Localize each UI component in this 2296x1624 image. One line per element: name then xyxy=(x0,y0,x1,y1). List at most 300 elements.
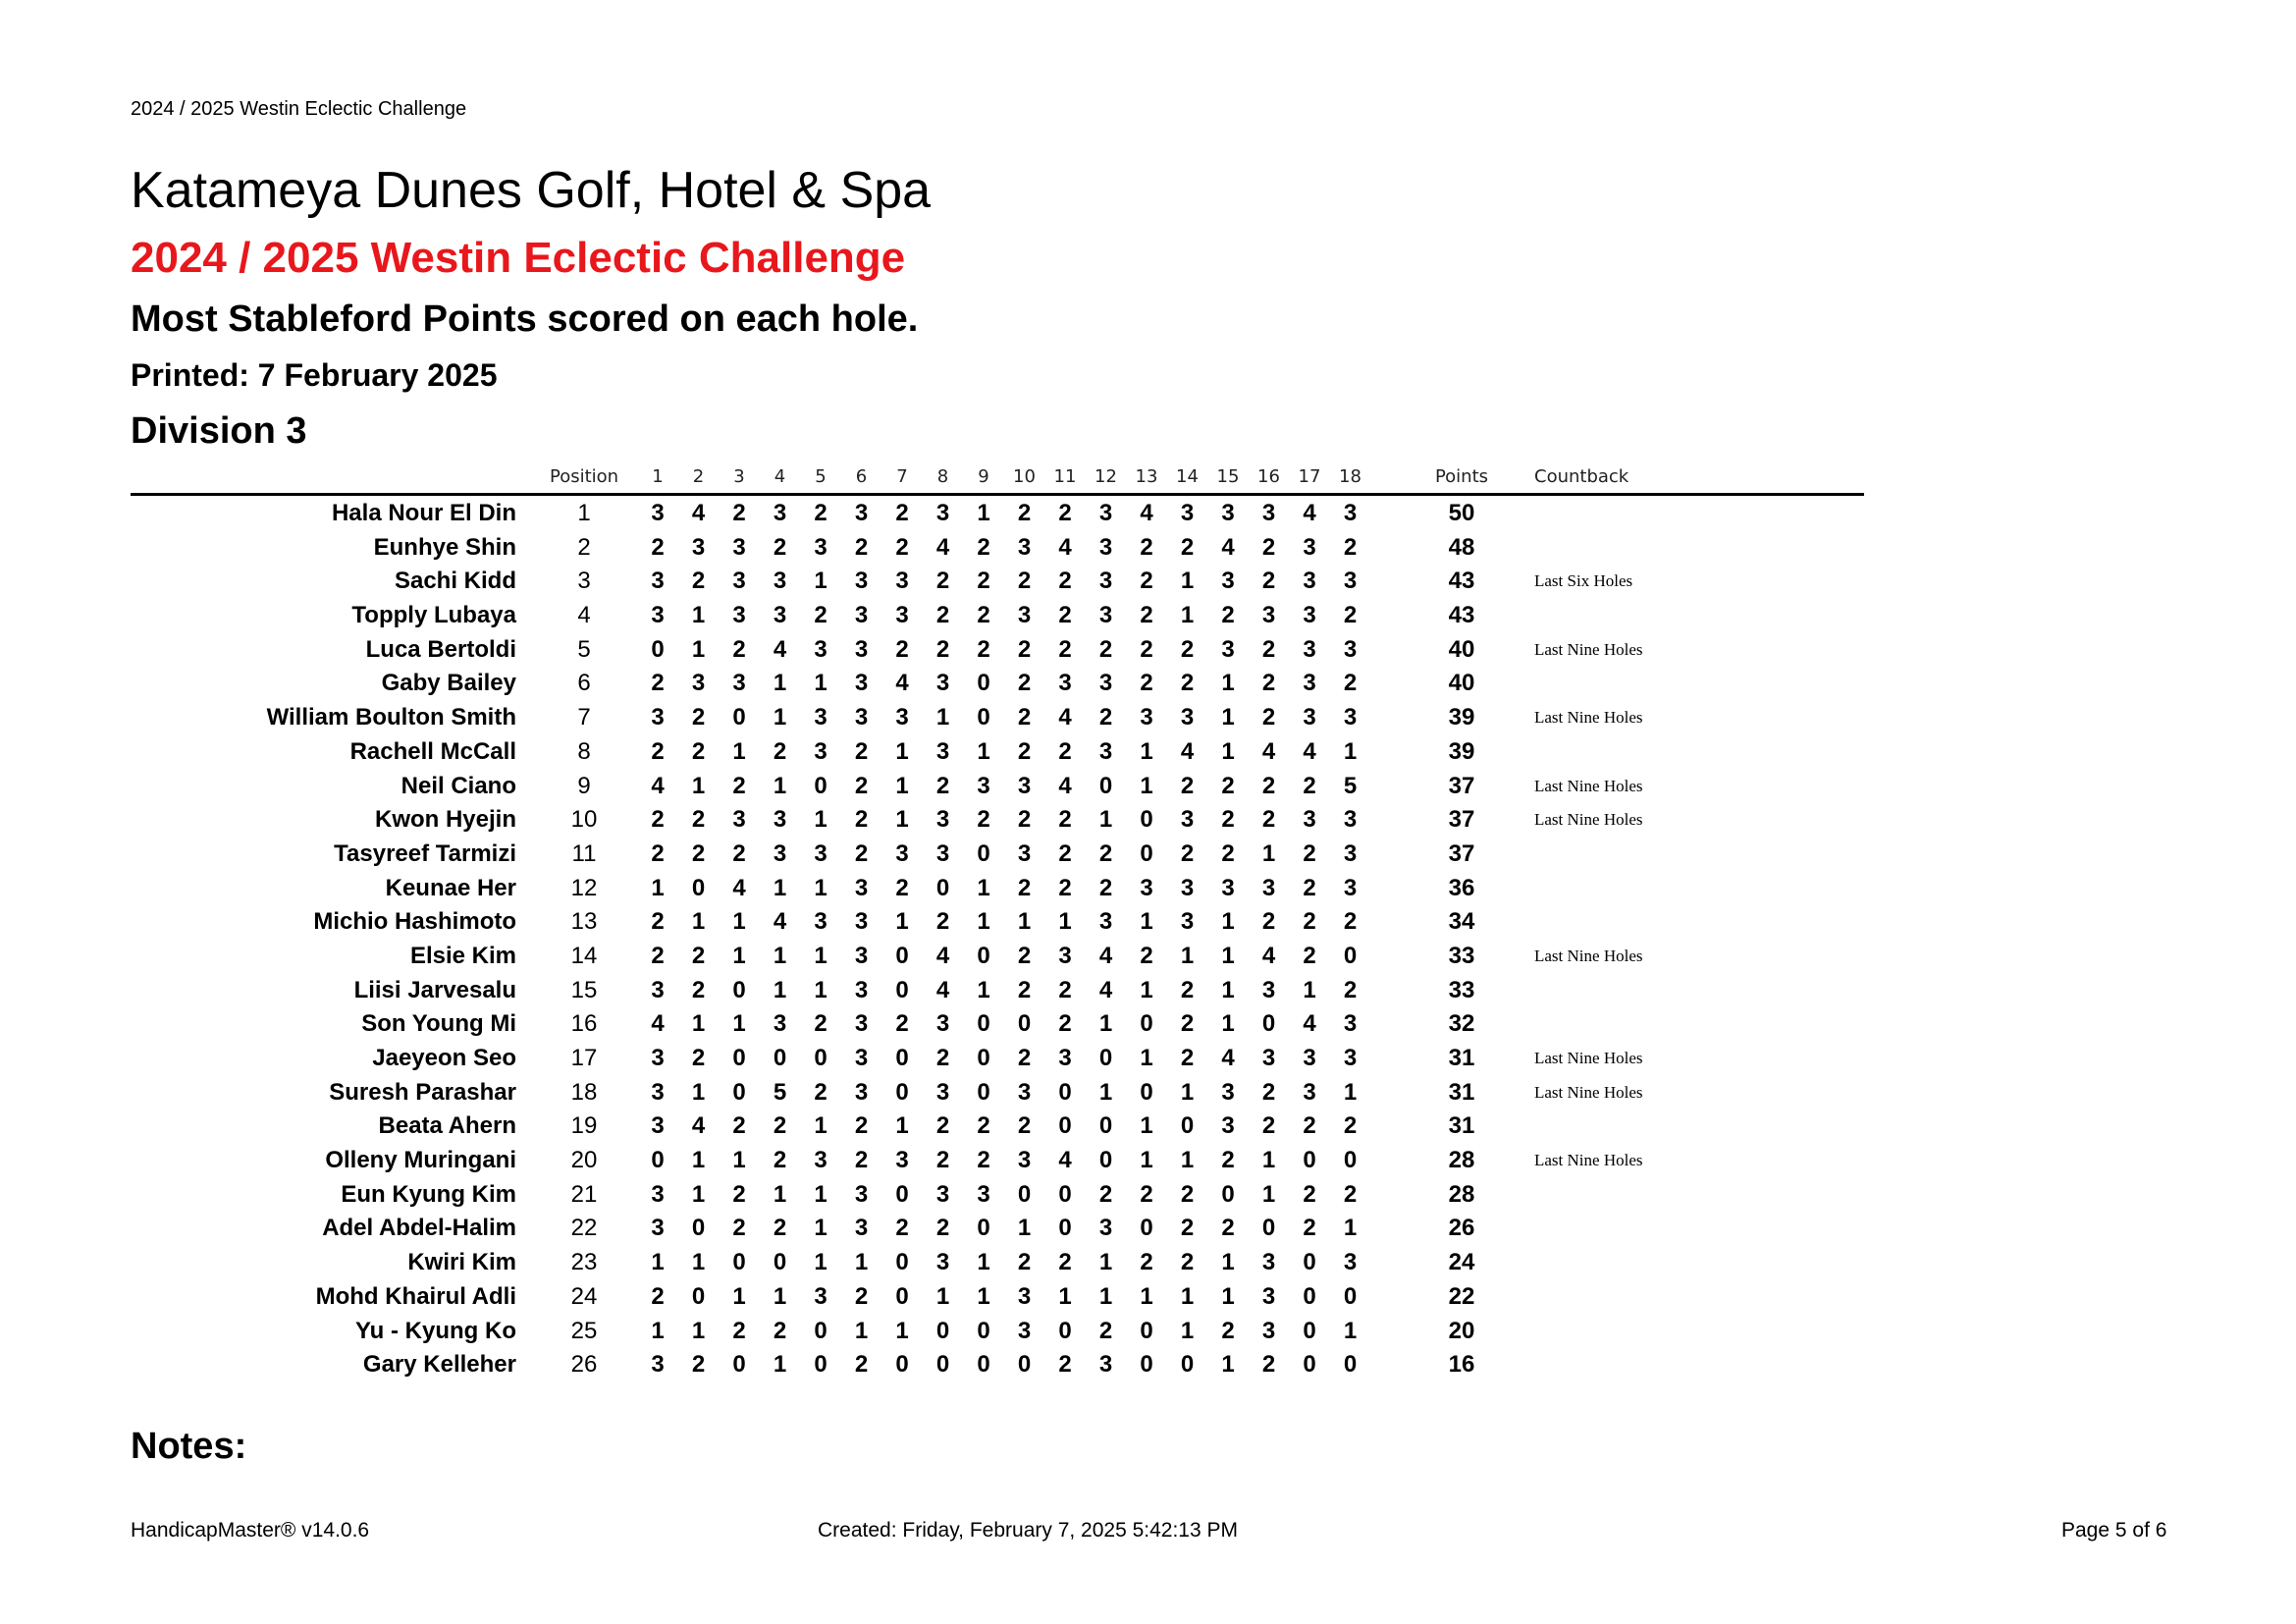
hole-score-6: 3 xyxy=(854,568,869,595)
player-name: Hala Nour El Din xyxy=(331,500,516,526)
hole-score-12: 3 xyxy=(1098,533,1113,561)
hole-score-6: 2 xyxy=(854,1112,869,1140)
hole-score-6: 3 xyxy=(854,1180,869,1208)
player-points: 28 xyxy=(1448,1180,1475,1208)
table-row xyxy=(131,837,1864,871)
hole-score-6: 2 xyxy=(854,737,869,765)
hole-score-16: 1 xyxy=(1261,1180,1276,1208)
hole-score-10: 3 xyxy=(1017,1282,1032,1310)
hole-score-10: 2 xyxy=(1017,976,1032,1003)
hole-score-15: 1 xyxy=(1221,976,1235,1003)
hole-score-6: 3 xyxy=(854,704,869,731)
player-position: 8 xyxy=(577,737,591,765)
hole-score-13: 1 xyxy=(1140,1147,1153,1174)
player-points: 33 xyxy=(1448,942,1475,969)
player-name: Adel Abdel-Halim xyxy=(322,1215,516,1242)
player-points: 32 xyxy=(1448,1010,1475,1038)
table-row xyxy=(131,598,1864,632)
hole-score-10: 3 xyxy=(1017,1078,1032,1106)
hole-score-18: 2 xyxy=(1343,1112,1358,1140)
hole-score-4: 1 xyxy=(773,874,787,901)
hole-score-12: 1 xyxy=(1098,1078,1113,1106)
hole-score-9: 1 xyxy=(977,1249,990,1276)
venue-title: Katameya Dunes Golf, Hotel & Spa xyxy=(131,162,932,219)
hole-score-17: 4 xyxy=(1303,500,1316,526)
hole-score-10: 2 xyxy=(1017,1045,1032,1071)
hole-score-11: 0 xyxy=(1058,1078,1072,1106)
hole-score-13: 1 xyxy=(1140,772,1153,799)
hole-score-12: 2 xyxy=(1098,839,1113,867)
hole-score-18: 5 xyxy=(1343,772,1358,799)
hole-score-12: 3 xyxy=(1098,908,1113,936)
hole-score-17: 2 xyxy=(1303,942,1316,969)
hole-score-15: 2 xyxy=(1221,1147,1235,1174)
player-name: Eun Kyung Kim xyxy=(341,1180,516,1208)
player-points: 43 xyxy=(1448,602,1475,629)
hole-score-16: 1 xyxy=(1261,839,1276,867)
hole-score-8: 4 xyxy=(935,942,950,969)
hole-score-10: 2 xyxy=(1017,568,1032,595)
hole-score-3: 3 xyxy=(732,670,746,697)
hole-score-7: 2 xyxy=(895,1215,909,1242)
table-row xyxy=(131,530,1864,565)
hole-score-5: 0 xyxy=(814,1317,828,1344)
player-position: 6 xyxy=(577,670,591,697)
hole-score-12: 2 xyxy=(1098,1317,1113,1344)
hole-score-12: 1 xyxy=(1098,1249,1113,1276)
hole-score-14: 4 xyxy=(1180,737,1195,765)
hole-score-17: 0 xyxy=(1303,1147,1316,1174)
player-name: Elsie Kim xyxy=(409,942,516,969)
hole-score-15: 2 xyxy=(1221,772,1235,799)
header-hole-16: 16 xyxy=(1257,466,1280,487)
hole-score-15: 2 xyxy=(1221,806,1235,834)
table-row xyxy=(131,1314,1864,1348)
table-row xyxy=(131,802,1864,837)
hole-score-15: 3 xyxy=(1221,1078,1235,1106)
hole-score-4: 1 xyxy=(773,1282,787,1310)
hole-score-17: 3 xyxy=(1303,670,1316,697)
hole-score-16: 3 xyxy=(1261,1282,1276,1310)
hole-score-5: 3 xyxy=(814,737,828,765)
player-points: 39 xyxy=(1448,737,1475,765)
hole-score-9: 2 xyxy=(977,1147,990,1174)
hole-score-15: 3 xyxy=(1221,568,1235,595)
hole-score-7: 4 xyxy=(895,670,909,697)
hole-score-1: 1 xyxy=(651,874,665,901)
hole-score-11: 4 xyxy=(1058,772,1072,799)
player-position: 2 xyxy=(577,533,591,561)
player-points: 34 xyxy=(1448,908,1475,936)
hole-score-4: 3 xyxy=(773,806,787,834)
hole-score-13: 0 xyxy=(1140,1010,1153,1038)
header-hole-4: 4 xyxy=(774,466,786,487)
hole-score-18: 2 xyxy=(1343,670,1358,697)
hole-score-4: 0 xyxy=(773,1045,787,1071)
hole-score-4: 2 xyxy=(773,737,787,765)
hole-score-5: 2 xyxy=(814,1078,828,1106)
player-countback: Last Nine Holes xyxy=(1534,1082,1643,1102)
hole-score-11: 2 xyxy=(1058,602,1072,629)
hole-score-2: 1 xyxy=(691,1180,706,1208)
header-hole-13: 13 xyxy=(1135,466,1158,487)
hole-score-7: 1 xyxy=(895,806,909,834)
hole-score-9: 2 xyxy=(977,806,990,834)
hole-score-9: 0 xyxy=(977,1215,990,1242)
hole-score-1: 3 xyxy=(651,1215,665,1242)
hole-score-17: 4 xyxy=(1303,737,1316,765)
hole-score-13: 0 xyxy=(1140,806,1153,834)
hole-score-13: 1 xyxy=(1140,908,1153,936)
player-position: 16 xyxy=(570,1010,598,1038)
hole-score-13: 3 xyxy=(1140,874,1153,901)
hole-score-5: 1 xyxy=(814,670,828,697)
hole-score-14: 3 xyxy=(1180,704,1195,731)
hole-score-7: 2 xyxy=(895,635,909,663)
hole-score-1: 1 xyxy=(651,1249,665,1276)
hole-score-4: 1 xyxy=(773,772,787,799)
hole-score-17: 3 xyxy=(1303,635,1316,663)
player-name: Keunae Her xyxy=(385,874,516,901)
player-position: 21 xyxy=(570,1180,598,1208)
hole-score-6: 3 xyxy=(854,670,869,697)
hole-score-5: 3 xyxy=(814,908,828,936)
hole-score-4: 3 xyxy=(773,500,787,526)
player-name: Topply Lubaya xyxy=(351,602,516,629)
hole-score-17: 3 xyxy=(1303,568,1316,595)
player-points: 24 xyxy=(1448,1249,1475,1276)
hole-score-12: 3 xyxy=(1098,670,1113,697)
table-row xyxy=(131,1041,1864,1075)
hole-score-3: 2 xyxy=(732,1180,746,1208)
hole-score-11: 2 xyxy=(1058,500,1072,526)
player-name: Gaby Bailey xyxy=(381,670,516,697)
hole-score-17: 3 xyxy=(1303,806,1316,834)
header-hole-7: 7 xyxy=(896,466,908,487)
hole-score-18: 2 xyxy=(1343,908,1358,936)
header-points: Points xyxy=(1434,466,1489,487)
hole-score-13: 2 xyxy=(1140,568,1153,595)
footer-page: Page 5 of 6 xyxy=(2061,1519,2167,1542)
hole-score-18: 2 xyxy=(1343,533,1358,561)
table-row xyxy=(131,1143,1864,1177)
hole-score-10: 2 xyxy=(1017,806,1032,834)
hole-score-8: 3 xyxy=(935,1180,950,1208)
hole-score-9: 2 xyxy=(977,635,990,663)
hole-score-5: 3 xyxy=(814,635,828,663)
hole-score-10: 0 xyxy=(1017,1010,1032,1038)
hole-score-9: 0 xyxy=(977,704,990,731)
hole-score-1: 3 xyxy=(651,602,665,629)
hole-score-17: 0 xyxy=(1303,1282,1316,1310)
player-name: William Boulton Smith xyxy=(266,704,516,731)
hole-score-2: 1 xyxy=(691,1078,706,1106)
hole-score-10: 2 xyxy=(1017,874,1032,901)
hole-score-13: 1 xyxy=(1140,1045,1153,1071)
hole-score-18: 1 xyxy=(1343,1317,1358,1344)
hole-score-6: 3 xyxy=(854,908,869,936)
hole-score-2: 2 xyxy=(691,737,706,765)
player-position: 14 xyxy=(570,942,598,969)
hole-score-7: 1 xyxy=(895,1112,909,1140)
hole-score-12: 0 xyxy=(1098,1147,1113,1174)
hole-score-7: 0 xyxy=(895,1078,909,1106)
player-points: 31 xyxy=(1448,1112,1475,1140)
hole-score-5: 1 xyxy=(814,806,828,834)
header-hole-1: 1 xyxy=(652,466,664,487)
hole-score-9: 2 xyxy=(977,602,990,629)
hole-score-4: 2 xyxy=(773,1215,787,1242)
hole-score-15: 1 xyxy=(1221,908,1235,936)
hole-score-8: 2 xyxy=(935,1147,950,1174)
hole-score-8: 2 xyxy=(935,568,950,595)
hole-score-2: 1 xyxy=(691,1249,706,1276)
hole-score-13: 1 xyxy=(1140,1282,1153,1310)
player-name: Luca Bertoldi xyxy=(365,635,516,663)
hole-score-15: 1 xyxy=(1221,1282,1235,1310)
hole-score-18: 3 xyxy=(1343,568,1358,595)
hole-score-8: 2 xyxy=(935,772,950,799)
hole-score-16: 2 xyxy=(1261,772,1276,799)
player-countback: Last Nine Holes xyxy=(1534,946,1643,965)
hole-score-11: 0 xyxy=(1058,1112,1072,1140)
player-name: Suresh Parashar xyxy=(329,1078,516,1106)
hole-score-18: 1 xyxy=(1343,1078,1358,1106)
hole-score-1: 4 xyxy=(651,772,665,799)
hole-score-2: 4 xyxy=(691,1112,706,1140)
hole-score-11: 2 xyxy=(1058,737,1072,765)
hole-score-14: 2 xyxy=(1180,772,1195,799)
hole-score-2: 1 xyxy=(691,602,706,629)
hole-score-8: 0 xyxy=(935,874,950,901)
hole-score-17: 0 xyxy=(1303,1351,1316,1379)
footer-software: HandicapMaster® v14.0.6 xyxy=(131,1519,370,1542)
hole-score-7: 0 xyxy=(895,1351,909,1379)
hole-score-12: 4 xyxy=(1098,942,1113,969)
table-row xyxy=(131,1109,1864,1143)
hole-score-14: 1 xyxy=(1180,942,1195,969)
hole-score-2: 1 xyxy=(691,1317,706,1344)
hole-score-3: 0 xyxy=(732,704,746,731)
player-points: 50 xyxy=(1448,500,1475,526)
hole-score-7: 0 xyxy=(895,1282,909,1310)
hole-score-11: 3 xyxy=(1058,942,1072,969)
hole-score-3: 1 xyxy=(732,942,746,969)
hole-score-12: 2 xyxy=(1098,874,1113,901)
hole-score-9: 2 xyxy=(977,533,990,561)
hole-score-2: 2 xyxy=(691,839,706,867)
hole-score-3: 2 xyxy=(732,1317,746,1344)
hole-score-14: 2 xyxy=(1180,533,1195,561)
hole-score-10: 3 xyxy=(1017,772,1032,799)
hole-score-5: 0 xyxy=(814,772,828,799)
hole-score-16: 2 xyxy=(1261,568,1276,595)
hole-score-2: 0 xyxy=(691,1282,706,1310)
hole-score-18: 0 xyxy=(1343,1282,1358,1310)
player-name: Michio Hashimoto xyxy=(313,908,516,936)
player-points: 43 xyxy=(1448,568,1475,595)
hole-score-10: 2 xyxy=(1017,1249,1032,1276)
hole-score-14: 2 xyxy=(1180,1045,1195,1071)
hole-score-15: 3 xyxy=(1221,500,1235,526)
results-table xyxy=(131,463,1864,1381)
hole-score-3: 0 xyxy=(732,1351,746,1379)
hole-score-16: 3 xyxy=(1261,1045,1276,1071)
hole-score-8: 4 xyxy=(935,533,950,561)
hole-score-18: 3 xyxy=(1343,635,1358,663)
hole-score-7: 0 xyxy=(895,1045,909,1071)
player-position: 3 xyxy=(577,568,591,595)
hole-score-15: 2 xyxy=(1221,1215,1235,1242)
hole-score-2: 2 xyxy=(691,704,706,731)
player-position: 12 xyxy=(570,874,598,901)
hole-score-16: 3 xyxy=(1261,874,1276,901)
hole-score-16: 3 xyxy=(1261,1249,1276,1276)
hole-score-2: 1 xyxy=(691,1147,706,1174)
hole-score-13: 0 xyxy=(1140,1351,1153,1379)
hole-score-12: 2 xyxy=(1098,635,1113,663)
hole-score-3: 1 xyxy=(732,737,746,765)
hole-score-14: 1 xyxy=(1180,1282,1195,1310)
hole-score-4: 5 xyxy=(773,1078,787,1106)
hole-score-12: 3 xyxy=(1098,568,1113,595)
player-name: Eunhye Shin xyxy=(373,533,516,561)
hole-score-10: 2 xyxy=(1017,500,1032,526)
hole-score-6: 2 xyxy=(854,1147,869,1174)
hole-score-16: 2 xyxy=(1261,635,1276,663)
hole-score-7: 0 xyxy=(895,942,909,969)
hole-score-8: 0 xyxy=(935,1351,950,1379)
hole-score-5: 3 xyxy=(814,533,828,561)
hole-score-4: 1 xyxy=(773,670,787,697)
player-name: Liisi Jarvesalu xyxy=(353,976,516,1003)
hole-score-6: 1 xyxy=(854,1317,869,1344)
hole-score-17: 3 xyxy=(1303,704,1316,731)
hole-score-4: 4 xyxy=(773,635,787,663)
hole-score-4: 1 xyxy=(773,942,787,969)
hole-score-12: 2 xyxy=(1098,704,1113,731)
hole-score-18: 3 xyxy=(1343,500,1358,526)
hole-score-9: 1 xyxy=(977,908,990,936)
hole-score-1: 2 xyxy=(651,806,665,834)
hole-score-16: 3 xyxy=(1261,976,1276,1003)
hole-score-10: 3 xyxy=(1017,839,1032,867)
header-hole-11: 11 xyxy=(1053,466,1077,487)
player-position: 4 xyxy=(577,602,591,629)
hole-score-7: 2 xyxy=(895,533,909,561)
hole-score-16: 3 xyxy=(1261,1317,1276,1344)
hole-score-14: 2 xyxy=(1180,1249,1195,1276)
player-points: 40 xyxy=(1448,635,1475,663)
hole-score-8: 3 xyxy=(935,1010,950,1038)
hole-score-7: 0 xyxy=(895,1249,909,1276)
hole-score-9: 0 xyxy=(977,1078,990,1106)
hole-score-8: 2 xyxy=(935,602,950,629)
hole-score-1: 3 xyxy=(651,704,665,731)
hole-score-6: 2 xyxy=(854,1351,869,1379)
player-points: 31 xyxy=(1448,1078,1475,1106)
hole-score-18: 0 xyxy=(1343,1351,1358,1379)
hole-score-1: 2 xyxy=(651,533,665,561)
hole-score-1: 3 xyxy=(651,1078,665,1106)
footer-created: Created: Friday, February 7, 2025 5:42:13 PM xyxy=(818,1519,1238,1542)
hole-score-10: 0 xyxy=(1017,1351,1032,1379)
hole-score-13: 2 xyxy=(1140,635,1153,663)
hole-score-12: 4 xyxy=(1098,976,1113,1003)
hole-score-7: 1 xyxy=(895,737,909,765)
hole-score-8: 2 xyxy=(935,635,950,663)
hole-score-11: 1 xyxy=(1058,908,1072,936)
hole-score-9: 0 xyxy=(977,670,990,697)
printed-date: Printed: 7 February 2025 xyxy=(131,357,498,393)
hole-score-1: 2 xyxy=(651,737,665,765)
hole-score-11: 2 xyxy=(1058,568,1072,595)
hole-score-3: 3 xyxy=(732,602,746,629)
hole-score-9: 0 xyxy=(977,942,990,969)
hole-score-13: 0 xyxy=(1140,1215,1153,1242)
table-row xyxy=(131,1006,1864,1041)
hole-score-12: 2 xyxy=(1098,1180,1113,1208)
player-position: 1 xyxy=(577,500,591,526)
player-points: 36 xyxy=(1448,874,1475,901)
hole-score-16: 0 xyxy=(1261,1010,1276,1038)
hole-score-9: 1 xyxy=(977,737,990,765)
table-row xyxy=(131,1279,1864,1314)
hole-score-3: 1 xyxy=(732,908,746,936)
hole-score-7: 3 xyxy=(895,1147,909,1174)
header-hole-9: 9 xyxy=(978,466,989,487)
hole-score-5: 2 xyxy=(814,1010,828,1038)
hole-score-17: 2 xyxy=(1303,1180,1316,1208)
header-position: Position xyxy=(550,466,619,487)
hole-score-7: 2 xyxy=(895,1010,909,1038)
hole-score-4: 2 xyxy=(773,1112,787,1140)
hole-score-7: 0 xyxy=(895,1180,909,1208)
hole-score-3: 0 xyxy=(732,976,746,1003)
hole-score-8: 1 xyxy=(935,1282,950,1310)
player-countback: Last Nine Holes xyxy=(1534,810,1643,830)
hole-score-6: 3 xyxy=(854,1215,869,1242)
hole-score-11: 2 xyxy=(1058,1351,1072,1379)
hole-score-17: 3 xyxy=(1303,602,1316,629)
hole-score-4: 3 xyxy=(773,839,787,867)
hole-score-6: 3 xyxy=(854,1078,869,1106)
hole-score-9: 1 xyxy=(977,976,990,1003)
hole-score-11: 2 xyxy=(1058,1010,1072,1038)
hole-score-8: 1 xyxy=(935,704,950,731)
hole-score-7: 3 xyxy=(895,704,909,731)
hole-score-8: 3 xyxy=(935,1078,950,1106)
player-points: 22 xyxy=(1448,1282,1475,1310)
hole-score-18: 0 xyxy=(1343,1147,1358,1174)
hole-score-1: 3 xyxy=(651,1351,665,1379)
player-name: Beata Ahern xyxy=(378,1112,516,1140)
event-title: 2024 / 2025 Westin Eclectic Challenge xyxy=(131,234,906,282)
division-heading: Division 3 xyxy=(131,410,307,452)
player-points: 33 xyxy=(1448,976,1475,1003)
hole-score-15: 1 xyxy=(1221,1249,1235,1276)
hole-score-18: 3 xyxy=(1343,874,1358,901)
hole-score-5: 1 xyxy=(814,976,828,1003)
hole-score-13: 0 xyxy=(1140,1078,1153,1106)
hole-score-2: 3 xyxy=(691,670,706,697)
hole-score-12: 3 xyxy=(1098,1351,1113,1379)
hole-score-14: 3 xyxy=(1180,908,1195,936)
hole-score-4: 3 xyxy=(773,568,787,595)
notes-label: Notes: xyxy=(131,1426,247,1467)
hole-score-1: 2 xyxy=(651,908,665,936)
hole-score-3: 3 xyxy=(732,806,746,834)
